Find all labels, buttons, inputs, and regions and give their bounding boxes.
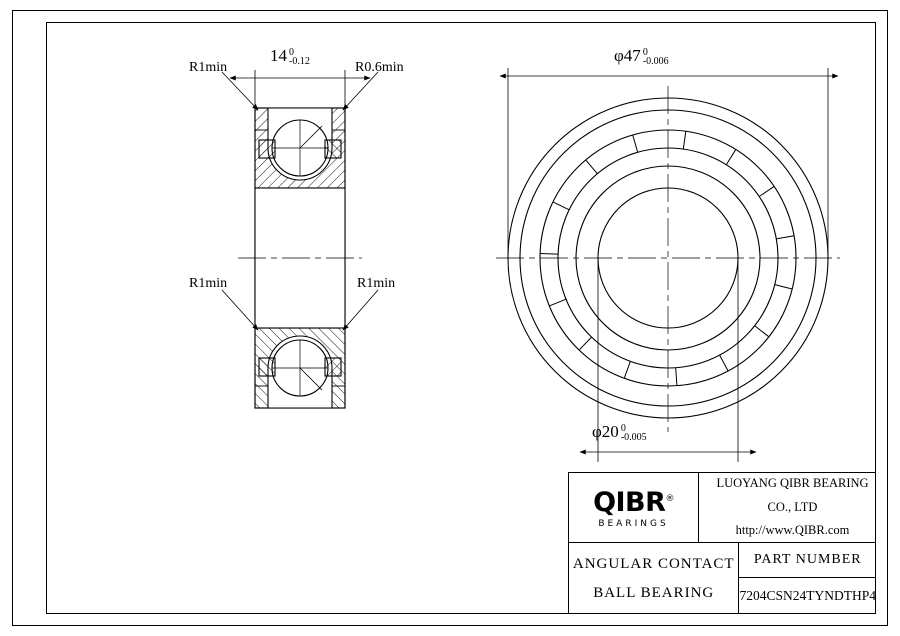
product-description-line1: ANGULAR CONTACT xyxy=(572,556,735,572)
label-r1min-bottom-left: R1min xyxy=(189,276,228,291)
dimension-bore-diameter xyxy=(592,422,647,443)
product-description-line2: BALL BEARING xyxy=(593,584,715,601)
dimension-width-lower: -0.12 xyxy=(289,55,310,67)
dimension-width-value: 14 xyxy=(270,46,287,65)
dimension-width xyxy=(270,46,310,67)
company-website[interactable]: http://www.QIBR.com xyxy=(735,523,850,538)
company-name: LUOYANG QIBR BEARING CO., LTD xyxy=(716,475,869,514)
title-block xyxy=(568,472,876,614)
label-r06min-top-right: R0.6min xyxy=(355,60,404,75)
dimension-od-lower: -0.006 xyxy=(642,55,669,67)
title-block-header xyxy=(569,473,876,543)
product-description xyxy=(569,543,739,614)
company-info xyxy=(699,472,876,543)
label-r1min-top-left: R1min xyxy=(189,60,228,75)
registered-trademark-icon: ® xyxy=(665,493,674,504)
dimension-outer-diameter xyxy=(614,46,669,67)
part-number-block xyxy=(739,543,876,614)
dimension-bore-lower: -0.005 xyxy=(620,431,647,443)
part-number-label: PART NUMBER xyxy=(739,543,876,578)
label-r1min-bottom-right: R1min xyxy=(357,276,396,291)
title-block-body xyxy=(569,543,876,614)
dimension-bore-symbol: φ20 xyxy=(592,422,619,441)
company-logo xyxy=(569,473,699,542)
logo-text: QIBR xyxy=(593,486,666,518)
part-number-value: 7204CSN24TYNDTHP4 xyxy=(739,588,876,603)
dimension-bore-upper: 0 xyxy=(620,422,626,434)
dimension-od-symbol: φ47 xyxy=(614,46,641,65)
dimension-od-upper: 0 xyxy=(642,46,648,58)
dimension-width-upper: 0 xyxy=(289,46,294,58)
logo-wordmark xyxy=(593,486,674,518)
logo-subtitle: BEARINGS xyxy=(598,518,669,529)
